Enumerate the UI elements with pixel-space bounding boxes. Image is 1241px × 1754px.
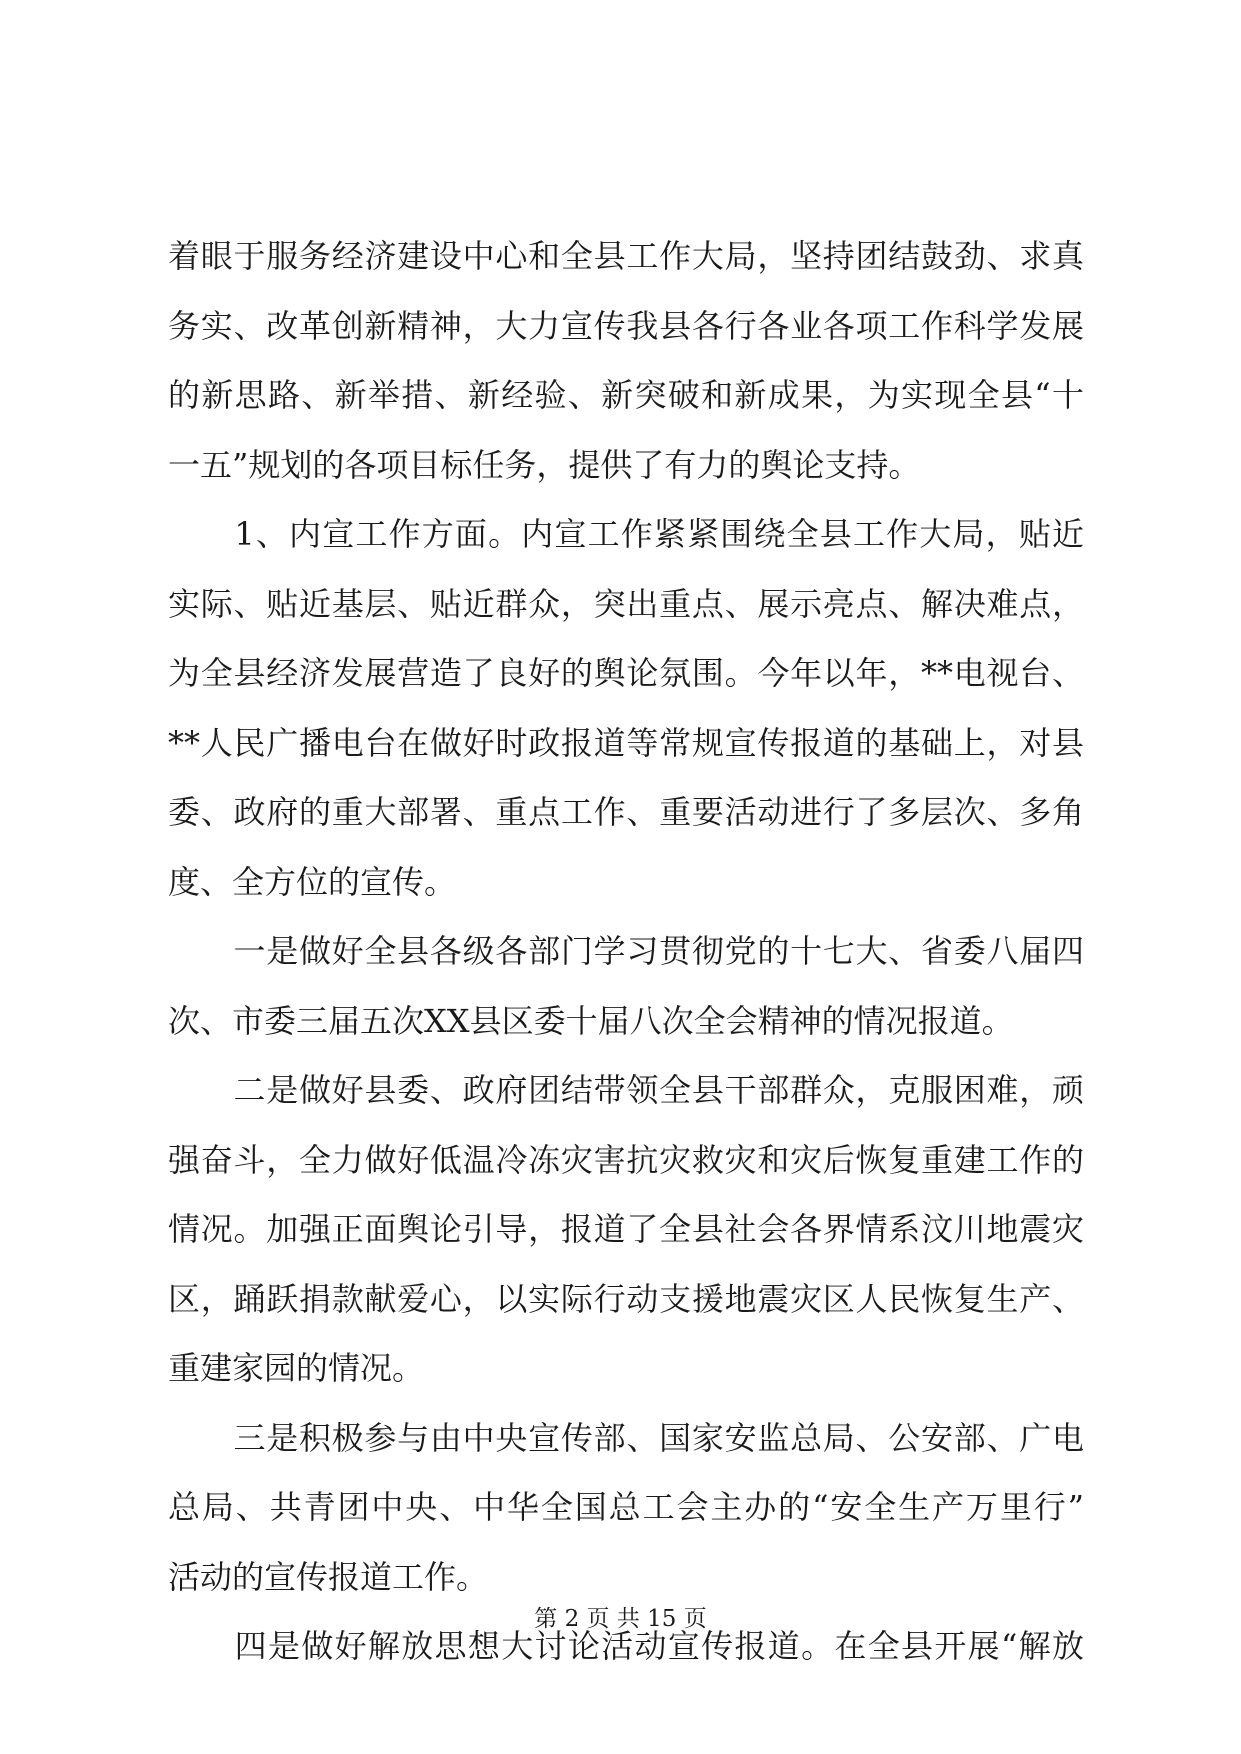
text-line: 重建家园的情况。 <box>168 1349 425 1387</box>
text-line: 务实、改革创新精神，大力宣传我县各行各业各项工作科学发展 <box>168 306 1084 345</box>
text-line: 1、内宣工作方面。内宣工作紧紧围绕全县工作大局，贴近 <box>168 515 1084 553</box>
text-line: 度、全方位的宣传。 <box>168 862 457 901</box>
text-line: 实际、贴近基层、贴近群众，突出重点、展示亮点、解决难点， <box>168 584 1084 623</box>
text-line: 总局、共青团中央、中华全国总工会主办的“安全生产万里行” <box>168 1488 1084 1526</box>
text-line: 次、市委三届五次XX县区委十届八次全会精神的情况报道。 <box>168 1001 1014 1040</box>
text-line: 二是做好县委、政府团结带领全县干部群众，克服困难，顽 <box>168 1071 1084 1109</box>
text-line: 着眼于服务经济建设中心和全县工作大局，坚持团结鼓劲、求真 <box>168 237 1084 275</box>
text-line: 一是做好全县各级各部门学习贯彻党的十七大、省委八届四 <box>168 932 1084 970</box>
text-line: **人民广播电台在做好时政报道等常规宣传报道的基础上，对县 <box>168 723 1084 762</box>
document-body <box>168 222 1084 1682</box>
text-line: 情况。加强正面舆论引导，报道了全县社会各界情系汶川地震灾 <box>168 1210 1084 1248</box>
page-footer: 第 2 页 共 15 页 <box>534 1606 707 1632</box>
text-line: 委、政府的重大部署、重点工作、重要活动进行了多层次、多角 <box>168 793 1084 831</box>
text-line: 四是做好解放思想大讨论活动宣传报道。在全县开展“解放 <box>168 1627 1084 1665</box>
text-line: 三是积极参与由中央宣传部、国家安监总局、公安部、广电 <box>168 1418 1084 1457</box>
text-line: 强奋斗，全力做好低温冷冻灾害抗灾救灾和灾后恢复重建工作的 <box>168 1140 1084 1179</box>
text-line: 的新思路、新举措、新经验、新突破和新成果，为实现全县“十 <box>168 376 1084 414</box>
text-line: 活动的宣传报道工作。 <box>168 1557 489 1596</box>
text-line: 区，踊跃捐款献爱心，以实际行动支援地震灾区人民恢复生产、 <box>168 1279 1084 1318</box>
text-line: 为全县经济发展营造了良好的舆论氛围。今年以年，**电视台、 <box>168 654 1084 692</box>
text-line: 一五”规划的各项目标任务，提供了有力的舆论支持。 <box>168 445 921 484</box>
